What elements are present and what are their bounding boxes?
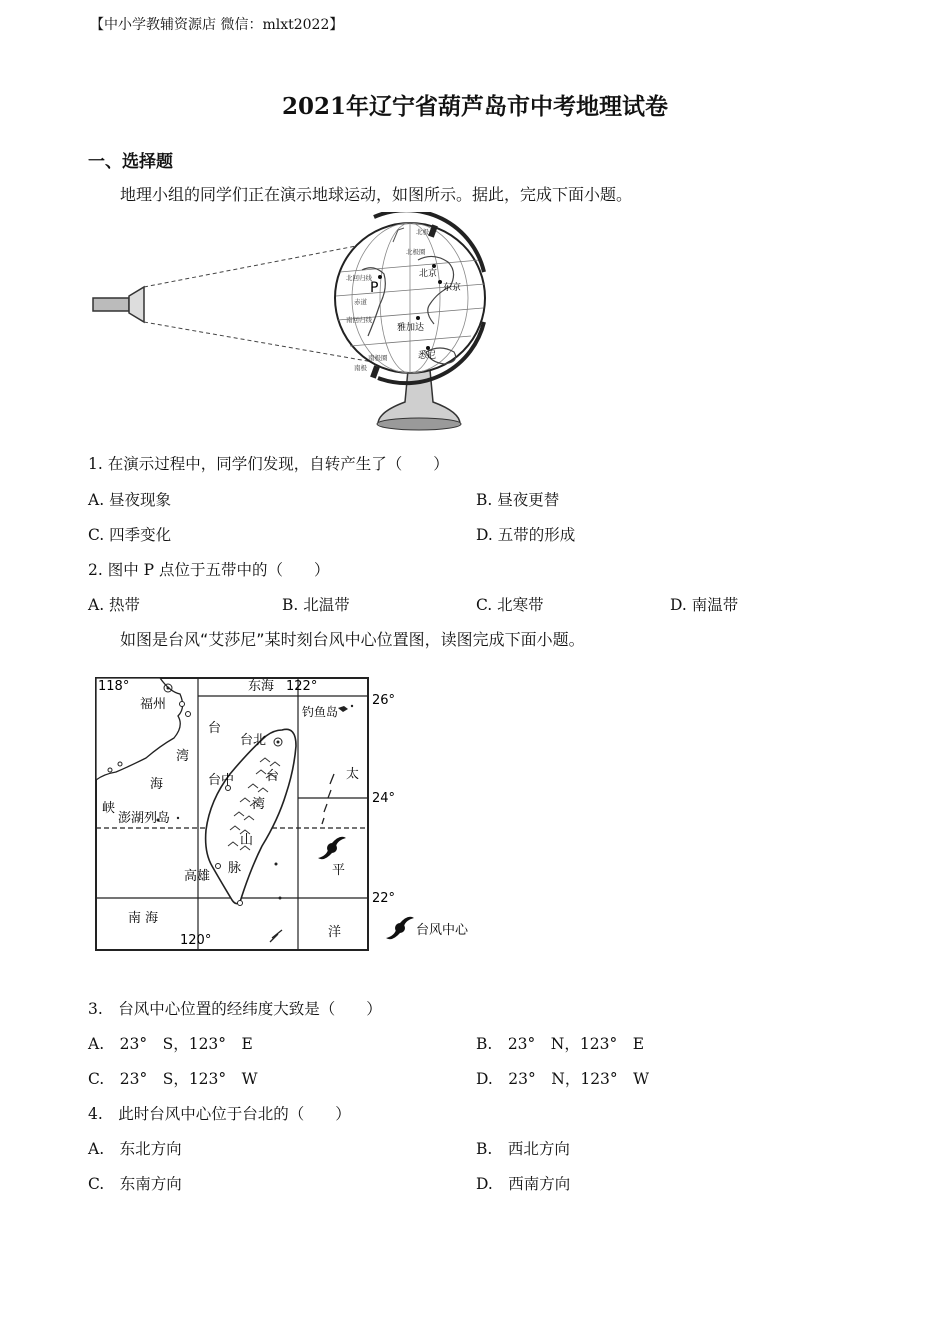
map-label-strait-xia: 峡 (102, 801, 116, 816)
map-label-penghu: 澎湖列岛 (118, 811, 171, 826)
globe-point-p: P (370, 280, 379, 296)
intro-text-1: 地理小组的同学们正在演示地球运动，如图所示。据此，完成下面小题。 (120, 185, 633, 204)
map-label-mountain-wan: 湾 (252, 797, 266, 812)
map-label-pacific-ping: 平 (332, 863, 346, 878)
map-label-donghai: 东海 (248, 679, 275, 694)
map-label-strait-hai: 海 (150, 777, 164, 792)
map-label-strait-wan: 湾 (176, 749, 190, 764)
question-1-option-c[interactable]: C. 四季变化 (88, 526, 172, 544)
question-2-option-c[interactable]: C. 北寒带 (476, 596, 544, 614)
map-legend-label: 台风中心 (416, 923, 469, 938)
question-1-stem: 1. 在演示过程中，同学们发现，自转产生了（ ） (88, 455, 449, 473)
map-lat-26: 26° (372, 693, 396, 708)
question-4-option-b[interactable]: B. 西北方向 (476, 1140, 570, 1158)
globe-label-antarctic: 南极圈 (368, 354, 388, 362)
question-3-option-b[interactable]: B. 23° N，123° E (476, 1035, 645, 1053)
question-1-option-a[interactable]: A. 昼夜现象 (88, 491, 172, 509)
question-4-option-a[interactable]: A. 东北方向 (88, 1140, 182, 1158)
question-1-option-b[interactable]: B. 昼夜更替 (476, 491, 560, 509)
map-label-mountain-shan: 山 (240, 833, 254, 848)
intro-text-2: 如图是台风“艾莎尼”某时刻台风中心位置图，读图完成下面小题。 (120, 630, 585, 649)
map-label-strait-tai: 台 (208, 721, 222, 736)
map-label-mountain-tai: 台 (266, 769, 280, 784)
header-note: 【中小学教辅资源店 微信：mlxt2022】 (90, 17, 344, 33)
question-2-option-b[interactable]: B. 北温带 (282, 596, 350, 614)
globe-label-capricorn: 南回归线 (346, 316, 372, 324)
globe-label-north-pole: 北极 (416, 228, 429, 236)
globe-label-tokyo: 东京 (443, 283, 462, 293)
map-label-pacific-yang: 洋 (328, 925, 342, 940)
flashlight-icon (93, 287, 144, 322)
question-2-option-d[interactable]: D. 南温带 (670, 596, 739, 614)
map-lat-24: 24° (372, 791, 396, 806)
map-lat-22: 22° (372, 891, 396, 906)
globe-label-jakarta: 雅加达 (397, 323, 425, 333)
question-2-option-a[interactable]: A. 热带 (88, 596, 141, 614)
globe-label-south-pole: 南极 (354, 364, 367, 372)
typhoon-map-figure (90, 670, 490, 955)
question-3-option-c[interactable]: C. 23° S，123° W (88, 1070, 258, 1088)
map-label-taizhong: 台中 (208, 773, 235, 788)
globe-label-beijing: 北京 (419, 269, 438, 279)
question-1-option-d[interactable]: D. 五带的形成 (476, 526, 576, 544)
map-label-nanhai: 南 海 (128, 911, 159, 926)
legend-typhoon-icon (386, 917, 414, 939)
globe-figure (88, 212, 508, 434)
question-3-option-d[interactable]: D. 23° N，123° W (476, 1070, 650, 1088)
globe-label-sydney: 悉尼 (418, 351, 437, 361)
question-3-stem: 3. 台风中心位置的经纬度大致是（ ） (88, 1000, 382, 1018)
map-lon-120: 120° (180, 933, 212, 948)
map-label-mountain-mai: 脉 (228, 861, 242, 876)
question-4-stem: 4. 此时台风中心位于台北的（ ） (88, 1105, 351, 1123)
page-title: 2021年辽宁省葫芦岛市中考地理试卷 (281, 93, 668, 120)
question-2-stem: 2. 图中 P 点位于五带中的（ ） (88, 561, 330, 579)
globe-stand-icon (377, 370, 461, 430)
question-4-option-d[interactable]: D. 西南方向 (476, 1175, 571, 1193)
section-heading: 一、选择题 (88, 152, 173, 172)
globe-label-arctic: 北极圈 (406, 248, 426, 256)
map-label-taibei: 台北 (240, 733, 267, 748)
globe-label-cancer: 北回归线 (346, 274, 372, 282)
map-label-gaoxiong: 高雄 (184, 869, 211, 884)
question-4-option-c[interactable]: C. 东南方向 (88, 1175, 182, 1193)
map-label-fuzhou: 福州 (140, 697, 167, 712)
map-label-pacific-tai: 太 (346, 767, 360, 782)
map-lon-118: 118° (98, 679, 130, 694)
question-3-option-a[interactable]: A. 23° S，123° E (88, 1035, 253, 1053)
globe-label-equator: 赤道 (354, 298, 367, 306)
map-label-diaoyu: 钓鱼岛 (302, 705, 339, 719)
map-lon-122: 122° (286, 679, 318, 694)
